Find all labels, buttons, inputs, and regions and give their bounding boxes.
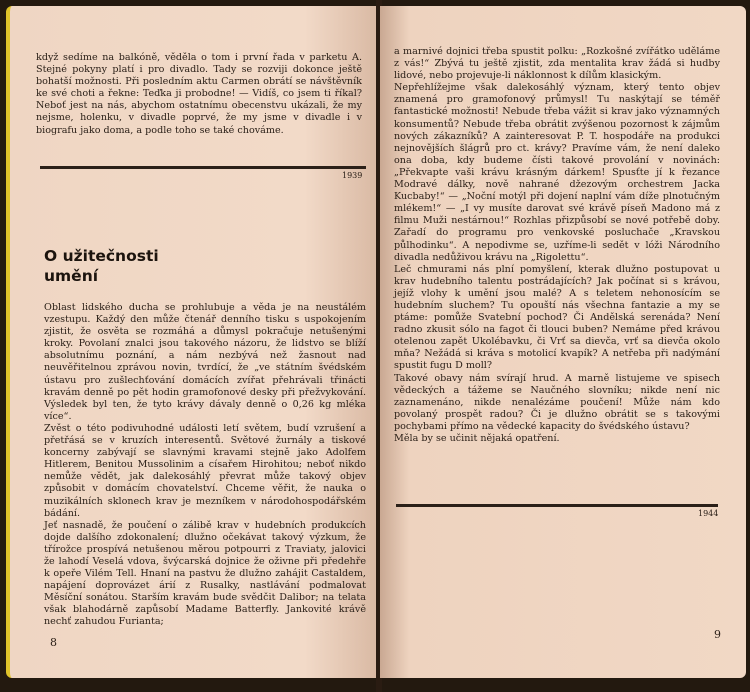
- right-paragraph-4: Takové obavy nám svírají hrud. A marně listujeme ve spisech vědeckých a tážeme se Naučného slovníku; nikde není nic zaznamenáno, nikde nenalézáme poučení! Může nám kdo povolaný prospět radou? Či je dlužno obrátit se s takovými pochybami přímo na vědecké kapacity do švédského ústavu?: [394, 372, 720, 432]
- left-paragraph-3: Jeť nasnadě, že poučení o zálibě krav v hudebních produkcích dojde dalšího zdokonalení; dlužno očekávat takový výzkum, že třírožce prospívá netušenou měrou potpourri z Traviaty, jalovici že lahodí Veselá vdova, švýcarská dojnice že oživne při předehře k opeře Vilém Tell. Hnaní na pastvu že dlužno zahájit Castaldem, napájení doprovázet árií z Rusalky, nastlávání podmalovat Měsíční sonátou. Starším kravám bude svědčit Dalibor; na telata však blahodárně zapůsobí Madame Batterfly. Jankovité krávě nechť zahudou Furianta;: [44, 519, 366, 628]
- right-paragraph-5: Měla by se učinit nějaká opatření.: [394, 433, 560, 444]
- left-body-text: [44, 302, 366, 629]
- right-page: [380, 6, 746, 678]
- section-divider-bottom: [396, 504, 718, 507]
- page-number-right: 9: [714, 628, 721, 641]
- section-divider-top: [40, 166, 366, 169]
- year-label-top: 1939: [342, 171, 363, 180]
- left-page: [6, 6, 378, 678]
- left-top-paragraph: když sedíme na balkóně, věděla o tom i první řada v parketu A. Stejné pokyny platí i pro divadlo. Tady se rozviji dokonce ještě bohatší možnosti. Při posledním aktu Carmen obrátí se návštěvník ke své choti a řekne: Teďka ji probodne! — Vidíš, co jsem ti říkal? Neboť jest na nás, abychom ostatnímu obecenstvu ukázali, že my nejsme, holenku, v divadle poprvé, že my jsme v divadle i v biografu jako doma, a podle toho se také chováme.: [36, 52, 362, 136]
- heading-line-1: O užitečnosti: [44, 247, 159, 265]
- heading-line-2: umění: [44, 267, 99, 285]
- left-paragraph-2: Zvěst o této podivuhodné události letí světem, budí vzrušení a přetřásá se v kruzích interesentů. Světové žurnály a tiskové koncerny zabývají se slavnými kravami stejně jako Adolfem Hitlerem, Benitou Mussolinim a císařem Hirohitou; neboť nikdo nemůže vědět, jak dalekosáhlý převrat může takový objev způsobit v domácím chovatelství. Chceme věřit, že nauka o muzikálních sklonech krav je mezníkem v národohospodářském bádání.: [44, 422, 366, 519]
- page-number-left: 8: [50, 636, 57, 649]
- right-paragraph-3: Leč chmurami nás plní pomyšlení, kterak dlužno postupovat u krav hudebního talentu postrádajících? Jak počínat si s krávou, jejíž vlohy k umění jsou malé? A s teletem nehonosícím se hudebním sluchem? Tu opouští nás všechna fantazie a my se ptáme: pomůže Svatební pochod? Či Andělská serenáda? Není radno zkusit sólo na fagot či tlouci buben? Nemáme před krávou otelenou zapět Ukolébavku, či Vrť sa dievča, vrť sa dievča okolo mňa? Nežádá si kráva s motolicí kvapík? A netřeba při nadýmání spustit fugu D moll?: [394, 263, 720, 372]
- section-heading: [44, 246, 159, 286]
- right-body-text: [394, 46, 720, 445]
- right-paragraph-1: a marnivé dojnici třeba spustit polku: „Rozkošné zvířátko uděláme z vás!“ Zbývá tu ještě zjistit, zda mentalita krav žádá si hudby lidové, nebo projevuje-li náklonnost k dílům klasickým.: [394, 46, 720, 82]
- right-paragraph-2: Nepřehlížejme však dalekosáhlý význam, který tento objev znamená pro gramofonový průmysl! Tu naskýtají se téměř fantastické možnosti! Nebude třeba vážit si krav jako významných konsumentů? Nebude třeba obrátit zvýšenou pozornost k zájmům nových zákazníků? A zainteresovat P. T. hospodáře na produkci nejnovějších šlágrů pro ct. krávy? Pravíme vám, že není daleko ona doba, kdy budeme čísti takové provolání v novinách: „Překvapte vaši krávu krásným dárkem! Spusťte jí k řezance Modravé dálky, nově nahrané džezovým orchestrem Jacka Kucbaby!“ — „Noční motýl při dojení naplní vám díže plnotučným mlékem!“ — „I vy musíte darovat své krávě píseň Madono má z filmu Muži nestárnou!“ Rozhlas přizpůsobí se nové potřebě doby. Zařadí do programu pro venkovské posluchače „Kravskou půlhodinku“. A nepodivme se, uzříme-li sedět v lóži Národního divadla nedůživou krávu na „Rigolettu“.: [394, 82, 720, 263]
- year-label-bottom: 1944: [698, 509, 719, 518]
- left-paragraph-1: Oblast lidského ducha se prohlubuje a věda je na neustálém vzestupu. Každý den může čtenář denního tisku s uspokojením zjistit, že osvěta se rozmáhá a důmysl pokračuje netušenými kroky. Povolaní znalci jsou takového názoru, že lidstvo se blíží absolutnímu poznání, a nám nezbývá než žasnout nad neuvěřitelnou zprávou novin, tvrdící, že „ve státním švédském ústavu pro zušlechťování domácích zvířat přehrávali třinácti kravám denně po pět hodin gramofonové desky při přežvykování. Výsledek byl ten, že tyto krávy dávaly denně o 0,26 kg mléka více“.: [44, 302, 366, 422]
